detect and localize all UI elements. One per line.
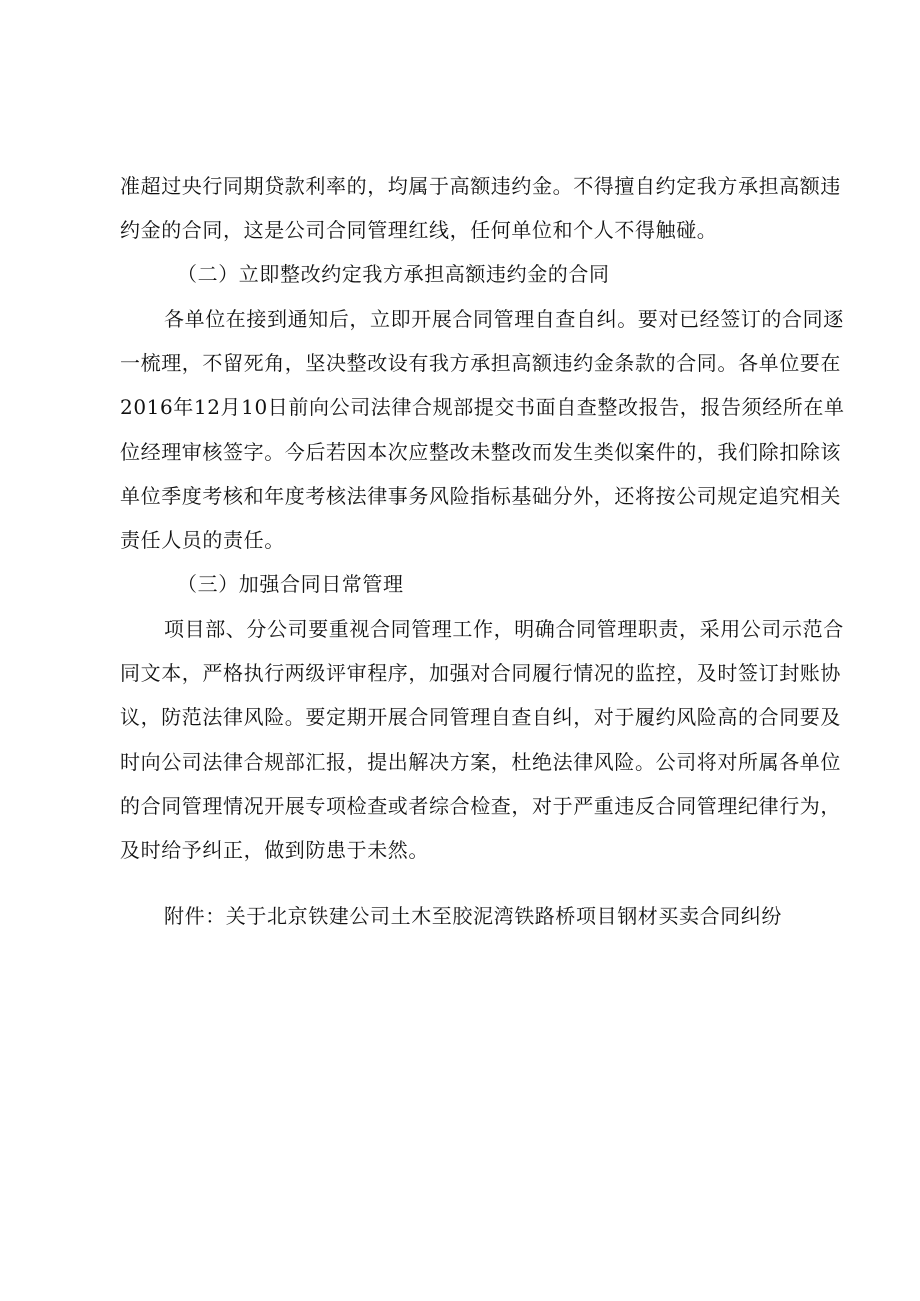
paragraph-line: 位经理审核签字。今后若因本次应整改未整改而发生类似案件的，我们除扣除该 (120, 440, 841, 464)
paragraph-line: 一梳理，不留死角，坚决整改设有我方承担高额违约金条款的合同。各单位要在 (120, 351, 841, 375)
paragraph-line: 约金的合同，这是公司合同管理红线，任何单位和个人不得触碰。 (120, 218, 718, 242)
paragraph-line: 议，防范法律风险。要定期开展合同管理自查自纠，对于履约风险高的合同要及 (120, 705, 841, 729)
section-heading: （二）立即整改约定我方承担高额违约金的合同 (177, 262, 610, 286)
paragraph-line: 时向公司法律合规部汇报，提出解决方案，杜绝法律风险。公司将对所属各单位 (120, 750, 841, 774)
paragraph-line: 准超过央行同期贷款利率的，均属于高额违约金。不得擅自约定我方承担高额违 (120, 174, 841, 198)
paragraph-line: 的合同管理情况开展专项检查或者综合检查，对于严重违反合同管理纪律行为， (120, 794, 841, 818)
paragraph-line: 及时给予纠正，做到防患于未然。 (120, 838, 429, 862)
paragraph-line: 项目部、分公司要重视合同管理工作，明确合同管理职责，采用公司示范合 (164, 617, 844, 641)
paragraph-line: 同文本，严格执行两级评审程序，加强对合同履行情况的监控，及时签订封账协 (120, 661, 841, 685)
paragraph-line: 单位季度考核和年度考核法律事务风险指标基础分外，还将按公司规定追究相关 (120, 484, 841, 508)
attachment-line: 附件：关于北京铁建公司土木至胶泥湾铁路桥项目钢材买卖合同纠纷 (164, 904, 782, 928)
paragraph-line: 各单位在接到通知后，立即开展合同管理自查自纠。要对已经签订的合同逐 (164, 307, 844, 331)
paragraph-line: 责任人员的责任。 (120, 528, 285, 552)
section-heading: （三）加强合同日常管理 (177, 572, 404, 596)
paragraph-line: 2016年12月10日前向公司法律合规部提交书面自查整改报告，报告须经所在单 (120, 395, 845, 419)
